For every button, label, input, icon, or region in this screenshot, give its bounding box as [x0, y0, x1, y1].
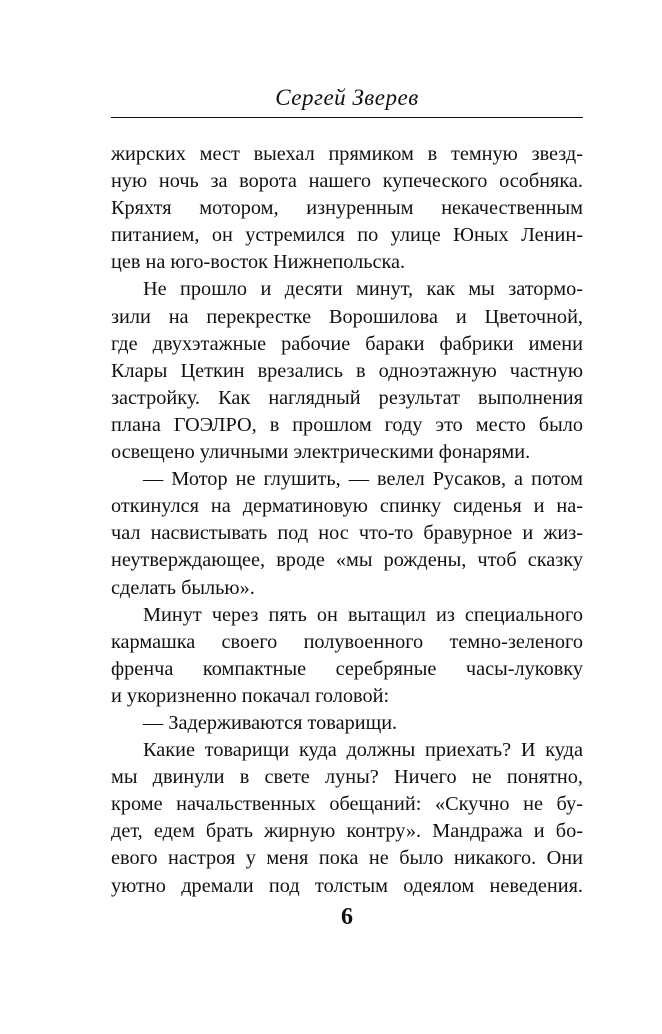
text-line: сделать былью».	[111, 576, 255, 599]
text-line: плана ГОЭЛРО, в прошлом году это место было	[111, 413, 583, 436]
page-number: 6	[341, 904, 353, 930]
text-line: цев на юго-восток Нижнепольска.	[111, 251, 406, 274]
body-text	[111, 141, 583, 900]
text-line: евого настроя у меня пока не было никакого. Они	[111, 847, 583, 870]
text-line: дет, едем брать жирную контру». Мандража и бо-	[111, 820, 583, 843]
header-rule	[111, 117, 583, 118]
text-line: питанием, он устремился по улице Юных Ленин-	[111, 224, 583, 247]
text-line: Какие товарищи куда должны приехать? И куда	[143, 739, 583, 762]
text-line: откинулся на дерматиновую спинку сиденья и на-	[111, 495, 583, 518]
text-line: мы двинули в свете луны? Ничего не понятно,	[111, 766, 583, 789]
text-line: френча компактные серебряные часы-луковку	[111, 657, 583, 680]
text-line: Кряхтя мотором, изнуренным некачественным	[111, 197, 583, 220]
text-line: жирских мест выехал прямиком в темную звезд-	[111, 143, 583, 165]
text-line: уютно дремали под толстым одеялом неведения.	[111, 874, 583, 897]
running-header-author: Сергей Зверев	[275, 85, 419, 110]
text-line: кроме начальственных обещаний: «Скучно не бу-	[111, 793, 583, 816]
text-line: неутверждающее, вроде «мы рождены, чтоб сказку	[111, 549, 583, 572]
text-line: ную ночь за ворота нашего купеческого особняка.	[111, 170, 583, 193]
text-line: кармашка своего полувоенного темно-зеленого	[111, 630, 583, 653]
text-line: застройку. Как наглядный результат выполнения	[111, 386, 583, 409]
text-line: — Задерживаются товарищи.	[143, 711, 398, 734]
text-line: чал насвистывать под нос что-то бравурное и жиз-	[111, 522, 583, 545]
text-line: Клары Цеткин врезались в одноэтажную частную	[111, 359, 583, 382]
text-line: — Мотор не глушить, — велел Русаков, а потом	[143, 468, 583, 491]
text-line: где двухэтажные рабочие бараки фабрики имени	[111, 332, 583, 355]
text-line: Минут через пять он вытащил из специального	[143, 603, 583, 626]
text-line: и укоризненно покачал головой:	[111, 684, 390, 707]
text-line: Не прошло и десяти минут, как мы затормо-	[143, 278, 583, 301]
text-line: зили на перекрестке Ворошилова и Цветочной,	[111, 305, 583, 328]
text-line: освещено уличными электрическими фонарями.	[111, 441, 531, 464]
